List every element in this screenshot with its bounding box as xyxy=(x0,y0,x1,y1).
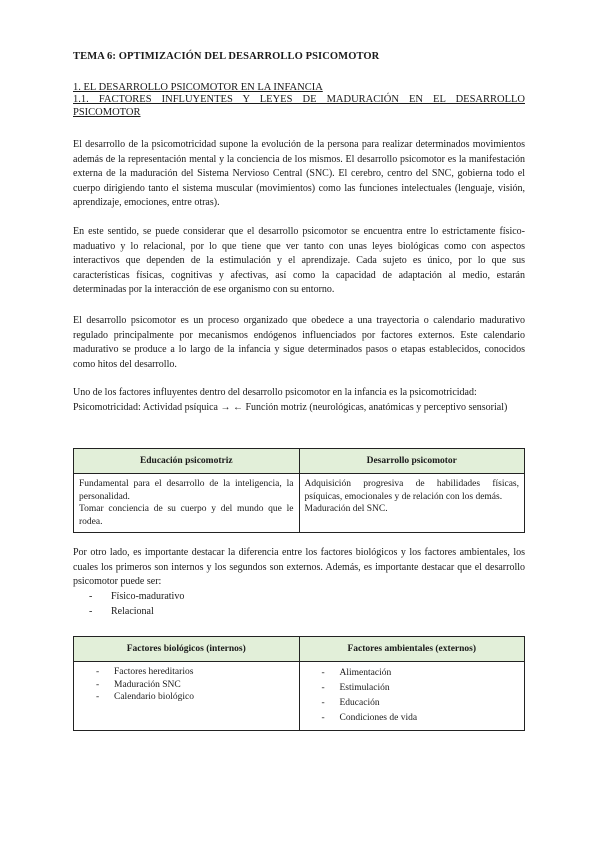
list-item-text: Relacional xyxy=(111,605,154,617)
paragraph-3: El desarrollo psicomotor es un proceso organizado que obedece a una trayectoria o calendario madurativo regulado principalmente por mecanismos endógenos influenciados por factores externos. Este calendario madurativo se produce a lo largo de la infancia y sigue determinados pasos o etapas establecidos, conocidos como hitos del desarrollo. xyxy=(73,315,525,370)
list-item-text: Factores hereditarios xyxy=(114,667,194,677)
dash-bullet: - xyxy=(321,713,325,723)
list-item xyxy=(89,605,184,620)
table1-left-line: Tomar conciencia de su cuerpo y del mundo que le rodea. xyxy=(79,504,294,527)
table-psychomotor xyxy=(73,448,525,533)
list-item-text: Físico-madurativo xyxy=(111,591,185,602)
dash-bullet: - xyxy=(89,605,93,617)
dash-bullet: - xyxy=(321,698,325,708)
list-item xyxy=(94,691,294,704)
table2-cell-left xyxy=(74,662,300,731)
section-heading-1-1: 1.1. FACTORES INFLUYENTES Y LEYES DE MADURACIÓN EN EL DESARROLLO xyxy=(73,94,525,105)
document-title: TEMA 6: OPTIMIZACIÓN DEL DESARROLLO PSICOMOTOR xyxy=(73,51,380,62)
dash-bullet: - xyxy=(321,683,325,693)
list-item xyxy=(94,666,294,679)
environmental-factors-list xyxy=(320,666,520,726)
table1-cell-right xyxy=(299,474,525,533)
list-item-text: Estimulación xyxy=(339,683,390,693)
paragraph-4-line-2: Psicomotricidad: Actividad psíquica → ← Función motriz (neurológicas, anatómicas y perceptivo sensorial) xyxy=(73,401,508,413)
table-factors xyxy=(73,636,525,731)
list-item-text: Maduración SNC xyxy=(114,679,181,690)
list-item xyxy=(94,679,294,692)
paragraph-5: Por otro lado, es importante destacar la diferencia entre los factores biológicos y los factores ambientales, los cuales los primeros son internos y los segundos son externos. Además, es importante destacar que el desarrollo psicomotor puede ser: xyxy=(73,547,525,588)
list-item xyxy=(320,666,520,681)
table1-right-line: Adquisición progresiva de habilidades físicas, psíquicas, emocionales y de relación con los demás. xyxy=(304,479,519,502)
table1-left-line: Fundamental para el desarrollo de la inteligencia, la personalidad. xyxy=(79,479,294,502)
biological-factors-list xyxy=(94,666,294,704)
table2-cell-right xyxy=(299,662,525,731)
list-item-text: Educación xyxy=(339,698,380,708)
section-heading-1: 1. EL DESARROLLO PSICOMOTOR EN LA INFANCIA xyxy=(73,82,323,93)
table1-header-left: Educación psicomotriz xyxy=(74,449,300,474)
list-item xyxy=(89,590,184,605)
paragraph-4-line-1: Uno de los factores influyentes dentro del desarrollo psicomotor en la infancia es la psicomotricidad: xyxy=(73,387,477,398)
list-item xyxy=(320,696,520,711)
list-item-text: Alimentación xyxy=(339,668,392,678)
list-item-text: Calendario biológico xyxy=(114,692,194,703)
list-item xyxy=(320,681,520,696)
paragraph-1: El desarrollo de la psicomotricidad supone la evolución de la persona para realizar determinados movimientos además de la representación mental y la conciencia de los mismos. El desarrollo psicomotor es la manifestación externa de la maduración del Sistema Nervioso Central (SNC). El cerebro, centro del SNC, gobierna todo el cuerpo dirigiendo tanto el sistema muscular (movimientos) como las funciones intelectuales (lenguaje, visión, aprendizaje, emociones, entre otras). xyxy=(73,139,525,209)
dash-bullet: - xyxy=(89,591,93,602)
table2-header-left: Factores biológicos (internos) xyxy=(74,637,300,662)
dash-bullet: - xyxy=(96,679,100,690)
section-heading-1-1-cont: PSICOMOTOR xyxy=(73,107,141,118)
table1-right-line: Maduración del SNC. xyxy=(304,504,388,515)
dash-bullet: - xyxy=(96,667,100,677)
development-type-list xyxy=(89,590,184,619)
dash-bullet: - xyxy=(96,692,100,703)
paragraph-4 xyxy=(73,386,525,415)
table1-cell-left xyxy=(74,474,300,533)
list-item-text: Condiciones de vida xyxy=(339,713,418,723)
list-item xyxy=(320,711,520,726)
table1-header-right: Desarrollo psicomotor xyxy=(299,449,525,474)
paragraph-2: En este sentido, se puede considerar que el desarrollo psicomotor se encuentra entre lo estrictamente físico-maduativo y lo relacional, por lo que tiene que ver tanto con unas leyes biológicas como con aspectos interactivos que dependen de la estimulación y el aprendizaje. Cada sujeto es único, por lo que sus características físicas, cognitivas y afectivas, así como la capacidad de adaptación al medio, estarán determinadas por la interacción de ese organismo con su entorno. xyxy=(73,226,525,296)
dash-bullet: - xyxy=(321,668,325,678)
table2-header-right: Factores ambientales (externos) xyxy=(299,637,525,662)
